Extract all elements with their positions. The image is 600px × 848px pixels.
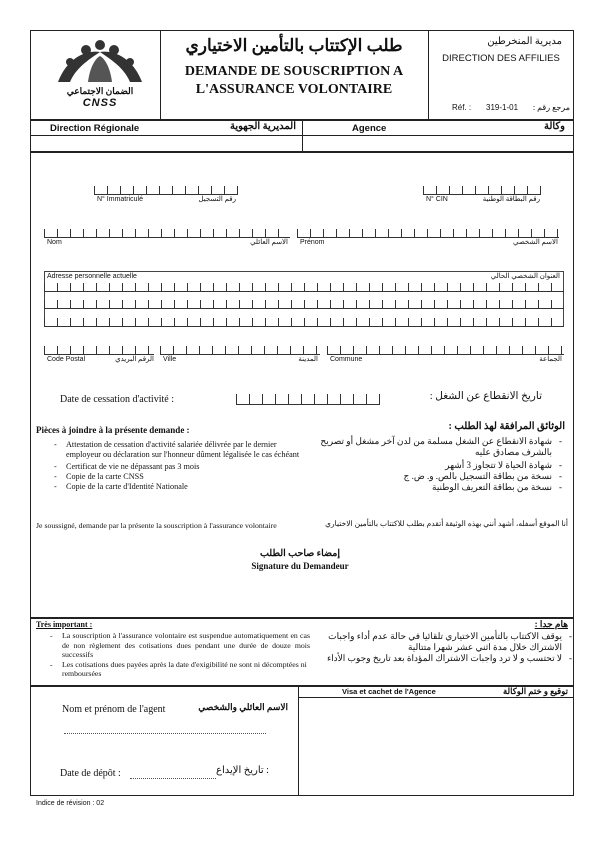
direction-french: DIRECTION DES AFFILIES — [442, 53, 560, 64]
agent-name-label: Nom et prénom de l'agent — [62, 704, 166, 715]
piece-item-arabic: - شهادة الانقطاع عن الشغل مسلمة من لدن آخر مشغل أو تصريح بالشرف مصادق عليه — [300, 436, 552, 458]
cin-label: N° CIN — [426, 196, 448, 203]
title-french-line2: L'ASSURANCE VOLONTAIRE — [195, 82, 393, 97]
piece-item: - Copie de la carte CNSS — [66, 472, 306, 482]
ref-label: Réf. : — [452, 103, 472, 112]
agent-name-arabic: الاسم العائلي والشخصي — [198, 702, 288, 712]
important-list-fr — [48, 631, 310, 679]
title-arabic: طلب الإكتتاب بالتأمين الاختياري — [185, 36, 403, 55]
header-divider-left — [160, 30, 161, 120]
header-divider-right — [428, 30, 429, 120]
direction-regionale-arabic: المديرية الجهوية — [229, 121, 296, 132]
code-postal-label: Code Postal — [47, 356, 86, 363]
adresse-line-1[interactable] — [44, 283, 564, 292]
agent-frame — [30, 686, 574, 796]
commune-label: Commune — [330, 356, 363, 363]
pieces-title: Pièces à joindre à la présente demande : — [36, 425, 190, 435]
commune-arabic: الجماعة — [539, 355, 562, 363]
declaration-arabic: أنا الموقع أسفله، أشهد أنني بهذه الوثيقة أتقدم بطلب للاكتتاب بالتأمين الاختياري — [325, 519, 568, 528]
piece-item-arabic: - نسخة من بطاقة التعريف الوطنية — [300, 482, 552, 493]
revision-index: Indice de révision : 02 — [36, 800, 105, 807]
cnss-logo — [50, 38, 150, 110]
immatriculation-arabic: رقم التسجيل — [198, 195, 236, 203]
logo-arabic-text: الضمان الاجتماعي — [66, 86, 134, 96]
prenom-field[interactable] — [297, 229, 559, 238]
adresse-line-2[interactable] — [44, 300, 564, 309]
direction-arabic: مديرية المنخرطين — [487, 36, 562, 47]
commune-field[interactable] — [327, 346, 564, 355]
immatriculation-label: N° Immatriculé — [97, 196, 143, 203]
important-list-ar — [300, 631, 574, 664]
cin-arabic: رقم البطاقة الوطنية — [482, 195, 540, 203]
nom-arabic: الاسم العائلي — [250, 238, 288, 246]
nom-label: Nom — [47, 239, 62, 246]
adresse-label: Adresse personnelle actuelle — [47, 273, 137, 280]
pieces-list-ar — [300, 436, 564, 493]
visa-label: Visa et cachet de l'Agence — [342, 687, 436, 696]
important-title-arabic: هام جدا : — [534, 619, 568, 629]
code-postal-field[interactable] — [44, 346, 154, 355]
cin-field[interactable] — [423, 186, 541, 195]
prenom-label: Prénom — [300, 239, 325, 246]
piece-item: - Certificat de vie ne dépassant pas 3 mois — [66, 462, 306, 472]
cnss-logo-icon — [50, 38, 150, 86]
bar-divider — [302, 120, 303, 152]
title-french-line1: DEMANDE DE SOUSCRIPTION A — [184, 64, 404, 79]
signature-french: Signature du Demandeur — [251, 561, 349, 571]
logo-cnss-text: CNSS — [82, 97, 118, 109]
adresse-line-3[interactable] — [44, 318, 564, 327]
agent-name-field[interactable] — [64, 732, 266, 734]
important-item-arabic: - يوقف الاكتتاب بالتأمين الاختياري تلقائيا في حالة عدم أداء واجبات الاشتراك خلال مدة اثني عشر شهرا متتالية — [300, 631, 562, 653]
cessation-date-field[interactable] — [236, 394, 380, 405]
signature-arabic: إمضاء صاحب الطلب — [259, 549, 341, 559]
date-depot-arabic: : تاريخ الإيداع — [216, 765, 269, 776]
visa-underline — [298, 697, 574, 698]
agence-label: Agence — [352, 123, 387, 134]
direction-regionale-label: Direction Régionale — [50, 123, 140, 134]
date-depot-field[interactable] — [130, 777, 216, 779]
date-depot-label: Date de dépôt : — [60, 768, 121, 779]
cessation-label: Date de cessation d'activité : — [60, 394, 174, 405]
declaration-french: Je soussigné, demande par la présente la souscription à l'assurance volontaire — [36, 521, 277, 530]
piece-item-arabic: - نسخة من بطاقة التسجيل بالص. و. ض. ج — [300, 471, 552, 482]
agence-arabic: وكالة — [543, 121, 565, 132]
nom-field[interactable] — [44, 229, 290, 238]
ville-arabic: المدينة — [298, 355, 318, 363]
ville-label: Ville — [163, 356, 177, 363]
prenom-arabic: الاسم الشخصي — [513, 238, 558, 246]
adresse-arabic: العنوان الشخصي الحالي — [490, 272, 560, 280]
important-item: - La souscription à l'assurance volontaire est suspendue automatiquement en cas de non règlement des cotisations dues pendant une durée de douze mois successifs — [62, 631, 310, 660]
piece-item: - Copie de la carte d'Identité Nationale — [66, 482, 306, 492]
pieces-list-fr — [52, 440, 306, 492]
important-item-arabic: - لا تحتسب و لا ترد واجبات الاشتراك المؤداة بعد تاريخ وجوب الأداء — [300, 653, 562, 664]
ref-value: 319-1-01 — [486, 103, 519, 112]
piece-item-arabic: - شهادة الحياة لا تتجاوز 3 أشهر — [300, 460, 552, 471]
pieces-title-arabic: الوثائق المرافقة لهذ الطلب : — [448, 421, 565, 432]
cessation-arabic: تاريخ الانقطاع عن الشغل : — [429, 391, 542, 402]
piece-item: - Attestation de cessation d'activité salariée délivrée par le dernier employeur ou déclaration sur l'honneur dûment légalisée le cas échéant — [66, 440, 306, 460]
code-postal-arabic: الرقم البريدي — [115, 355, 154, 363]
immatriculation-field[interactable] — [94, 186, 238, 195]
ville-field[interactable] — [160, 346, 320, 355]
important-title: Très important : — [36, 620, 93, 629]
important-item: - Les cotisations dues payées après la date d'exigibilité ne sont ni décomptées ni remboursées — [62, 660, 310, 679]
visa-arabic: توقيع و ختم الوكالة — [503, 686, 568, 696]
agent-divider — [298, 686, 299, 796]
ref-arabic: مرجع رقم : — [532, 103, 570, 112]
